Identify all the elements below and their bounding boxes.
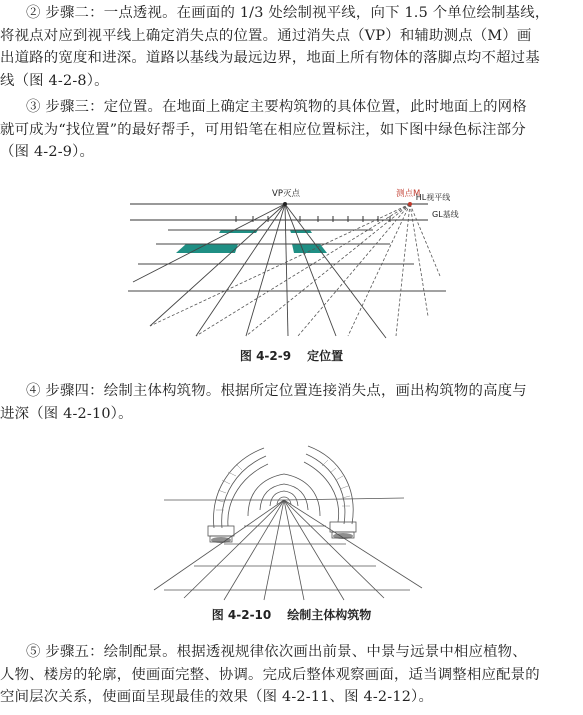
text-line: 就可成为“找位置”的最好帮手，可用铅笔在相应位置标注，如下图中绿色标注部分 — [0, 121, 526, 138]
caption-title: 定位置 — [307, 349, 344, 363]
text-line: ④ 步骤四：绘制主体构筑物。根据所定位置连接消失点，画出构筑物的高度与 — [26, 383, 527, 399]
arch-outer-right — [308, 446, 353, 524]
text-line: 进深（图 4-2-10）。 — [0, 405, 133, 422]
figure-caption-4-2-10 — [0, 606, 583, 623]
vp-label: VP灭点 — [272, 189, 300, 199]
text-line: ② 步骤二：一点透视。在画面的 1/3 处绘制视平线，向下 1.5 个单位绘制基线， — [26, 5, 550, 21]
vp-point — [283, 202, 287, 206]
text-line: 出道路的宽度和进深。道路以基线为最远边界，地面上所有物体的落脚点均不超过基 — [0, 50, 540, 67]
text-line: 将视点对应到视平线上确定消失点的位置。通过消失点（VP）和辅助测点（M）画 — [0, 27, 532, 44]
caption-number: 图 4-2-10 — [211, 608, 272, 622]
text-line: （图 4-2-9）。 — [0, 144, 95, 161]
text-line: 空间层次关系，使画面呈现最佳的效果（图 4-2-11、图 4-2-12）。 — [0, 689, 434, 706]
paragraph-step3 — [0, 96, 583, 164]
m-point — [408, 202, 412, 206]
figure-perspective-grid — [128, 186, 459, 338]
highlight-cell — [176, 244, 238, 253]
text-line: 线（图 4-2-8）。 — [0, 72, 109, 89]
text-line: ⑤ 步骤五：绘制配景。根据透视规律依次画出前景、中景与远景中相应植物、 — [26, 644, 527, 660]
caption-number: 图 4-2-9 — [239, 349, 292, 363]
corridor-sketch-drawing — [144, 440, 432, 600]
paragraph-step4 — [0, 380, 583, 425]
hl-label: HL视平线 — [415, 193, 451, 202]
caption-title: 绘制主体构筑物 — [287, 608, 372, 622]
vanishing-lines — [133, 204, 386, 338]
text-line: 人物、楼房的轮廓，使画面完整、协调。完成后整体观察画面，适当调整相应配景的 — [0, 666, 540, 683]
paragraph-step5 — [0, 641, 583, 709]
paragraph-step2 — [0, 2, 583, 92]
figure-corridor-sketch — [144, 440, 432, 600]
figure-caption-4-2-9 — [0, 347, 583, 364]
perspective-grid-drawing — [128, 186, 459, 338]
measuring-lines — [150, 204, 440, 336]
text-line: ③ 步骤三：定位置。在地面上确定主要构筑物的具体位置，此时地面上的网格 — [26, 99, 527, 115]
gl-label: GL基线 — [432, 210, 459, 219]
m-label: 测点M — [396, 189, 421, 199]
